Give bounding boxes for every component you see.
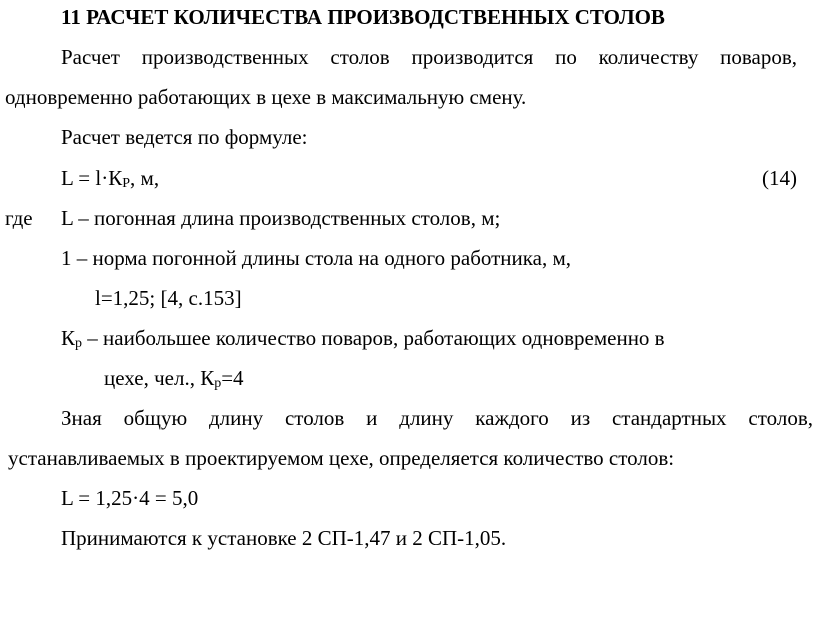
where-label: где: [5, 206, 33, 230]
accepted-tables: Принимаются к установке 2 СП-1,47 и 2 СП-1,05.: [61, 526, 507, 550]
formula-rest: , м,: [130, 166, 160, 190]
formula-left: L = l·К: [61, 166, 123, 190]
kp-definition-text: – наибольшее количество поваров, работающих одновременно в: [82, 326, 665, 350]
kp-symbol: К: [61, 326, 76, 350]
formula-intro: Расчет ведется по формуле:: [61, 125, 308, 149]
definition-l: 1 – норма погонной длины стола на одного работника, м,: [61, 246, 572, 270]
page-title: 11 РАСЧЕТ КОЛИЧЕСТВА ПРОИЗВОДСТВЕННЫХ СТОЛОВ: [61, 5, 665, 29]
definition-kp-continued: [104, 368, 244, 389]
formula-number: (14): [762, 166, 797, 190]
kp-cont-post: =4: [221, 366, 244, 390]
formula-subscript: Р: [122, 176, 131, 191]
kp-cont-subscript: р: [214, 376, 222, 391]
calculation: L = 1,25·4 = 5,0: [61, 486, 199, 510]
knowing-paragraph-line-1: Зная общую длину столов и длину каждого из стандартных столов,: [61, 406, 813, 430]
intro-paragraph-line-2: одновременно работающих в цехе в максимальную смену.: [5, 85, 527, 109]
intro-paragraph-line-1: Расчет производственных столов производится по количеству поваров,: [61, 45, 797, 69]
kp-subscript: р: [75, 336, 83, 351]
definition-L: L – погонная длина производственных столов, м;: [61, 206, 501, 230]
knowing-paragraph-line-2: устанавливаемых в проектируемом цехе, определяется количество столов:: [8, 446, 675, 470]
kp-cont-pre: цехе, чел., К: [104, 366, 215, 390]
definition-kp: [61, 328, 665, 349]
definition-l-value: l=1,25; [4, с.153]: [95, 286, 242, 310]
formula: [61, 168, 159, 189]
